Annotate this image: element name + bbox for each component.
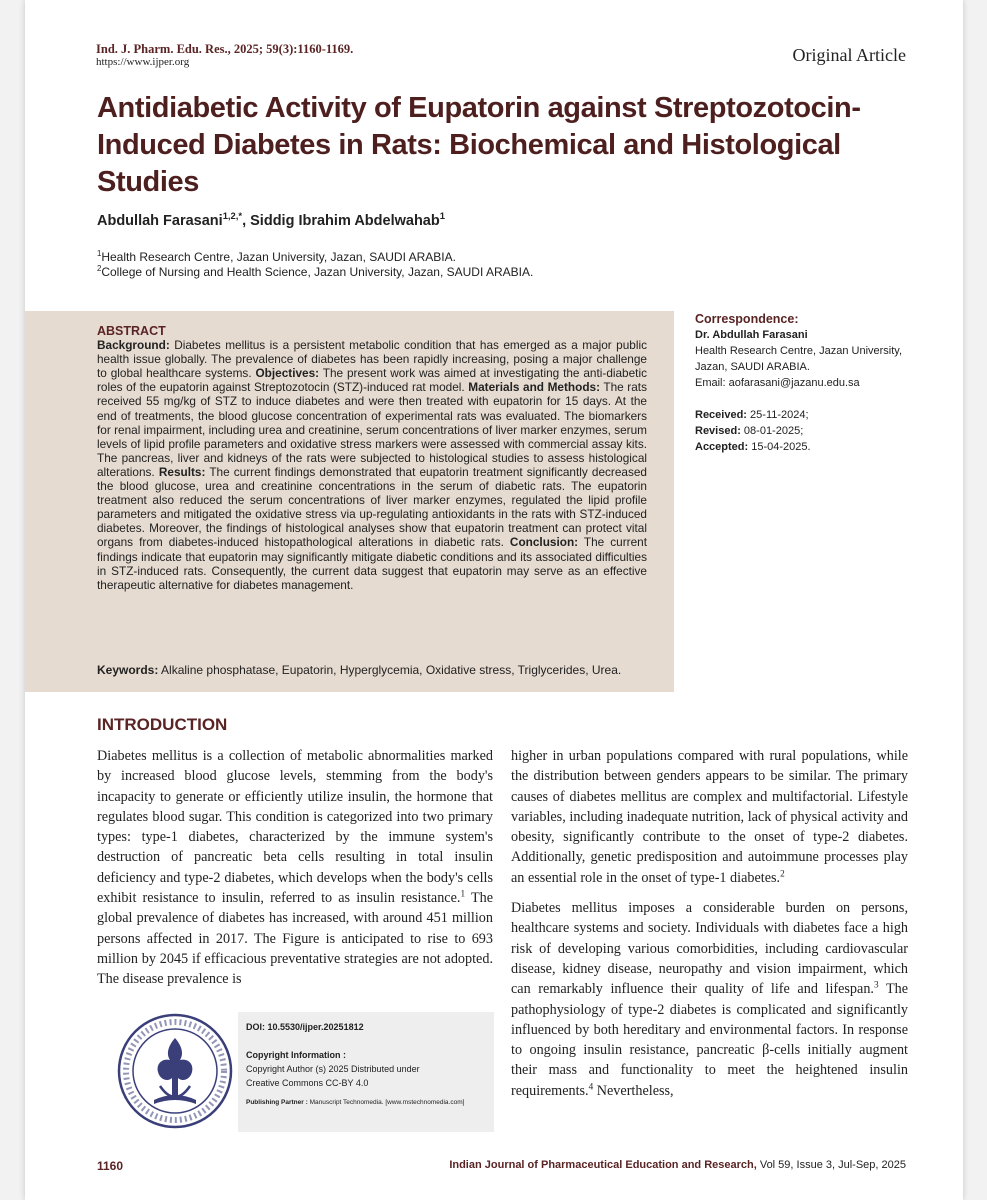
- accepted-date: [695, 439, 910, 455]
- correspondence-line2: Jazan, SAUDI ARABIA.: [695, 361, 810, 373]
- publishing-partner: [246, 1098, 486, 1108]
- ref-2[interactable]: 2: [780, 868, 785, 879]
- affiliation-1-text: Health Research Centre, Jazan University, Jazan, SAUDI ARABIA.: [101, 250, 456, 264]
- footer-issue: Vol 59, Issue 3, Jul-Sep, 2025: [756, 1159, 906, 1171]
- revised-value: 08-01-2025;: [743, 425, 804, 437]
- correspondence-email[interactable]: Email: aofarasani@jazanu.edu.sa: [695, 377, 860, 389]
- received-value: 25-11-2024;: [750, 409, 809, 421]
- ref-3[interactable]: 3: [873, 979, 879, 990]
- objectives-label: Objectives:: [255, 366, 320, 381]
- keywords-text: Alkaline phosphatase, Eupatorin, Hyperglycemia, Oxidative stress, Triglycerides, Urea.: [161, 663, 622, 677]
- background-label: Background:: [97, 338, 170, 353]
- received-label: Received:: [695, 409, 747, 421]
- introduction-heading: INTRODUCTION: [97, 715, 228, 734]
- doi[interactable]: DOI: 10.5530/ijper.20251812: [246, 1022, 364, 1032]
- conclusion-label: Conclusion:: [509, 535, 579, 550]
- revised-label: Revised:: [695, 425, 741, 437]
- affiliation-2-text: College of Nursing and Health Science, Jazan University, Jazan, SAUDI ARABIA.: [101, 265, 534, 279]
- intro-p3c-text: Nevertheless,: [596, 1082, 674, 1099]
- intro-paragraph-2: [511, 746, 908, 888]
- objectives-text: The present work was aimed at investigating the anti-diabetic roles of the eupatorin against Streptozotocin (STZ)-induced rat model.: [97, 366, 647, 395]
- page: [25, 0, 963, 1200]
- conclusion-text: The current findings indicate that eupatorin may significantly mitigate diabetic conditions and its associated difficulties in STZ-induced rats. Consequently, the current data suggest that eupatorin may serve as an effective therapeutic alternative for diabetes management.: [97, 535, 647, 592]
- methods-label: Materials and Methods:: [468, 380, 601, 395]
- author-separator: ,: [242, 213, 251, 229]
- correspondence-block: [695, 311, 910, 455]
- revised-date: [695, 423, 910, 439]
- affiliation-1: [97, 250, 456, 264]
- results-text: The current findings demonstrated that eupatorin treatment significantly decreased the blood glucose, urea and creatinine concentrations in the serum of diabetic rats. The eupatorin treatment also reduced the serum concentrations of liver marker enzymes, regulated the lipid profile parameters and mitigated the oxidative stress via up-regulating antioxidants in the rats with STZ-induced diabetes. Moreover, the findings of histological analyses show that eupatorin treatment can protect vital organs from diabetes-induced histopathological alterations in diabetic rats.: [97, 464, 647, 550]
- society-seal-logo: [116, 1012, 234, 1130]
- keywords: [97, 663, 657, 677]
- intro-paragraph-3: [511, 898, 908, 1101]
- copyright-line2: Creative Commons CC-BY 4.0: [246, 1078, 369, 1088]
- intro-p1b-text: The global prevalence of diabetes has increased, with around 451 million persons affected in 2017. The Figure is anticipated to rise to 693 million by 2045 if efficacious preventative strategies are not adopted. The disease prevalence is: [97, 890, 494, 988]
- copyright-line1: Copyright Author (s) 2025 Distributed under: [246, 1064, 420, 1074]
- intro-p3-text: Diabetes mellitus imposes a considerable burden on persons, healthcare systems and society. Individuals with diabetes face a high risk of developing various comorbidities, including cardiovascular disease, kidney disease, neuropathy and vision impairment, which can remarkably influence their quality of life and lifespan.: [511, 900, 908, 998]
- copyright-heading: Copyright Information :: [246, 1050, 346, 1060]
- author-1: Abdullah Farasani: [97, 213, 223, 229]
- partner-text: Manuscript Technomedia. [www.mstechnomedia.com]: [309, 1099, 465, 1106]
- footer-journal: [449, 1159, 906, 1171]
- page-number: 1160: [97, 1159, 124, 1173]
- intro-p1-text: Diabetes mellitus is a collection of metabolic abnormalities marked by increased blood glucose levels, stemming from the body's incapacity to generate or efficiently utilize insulin, the hormone that regulates blood sugar. This condition is categorized into two primary types: type-1 diabetes, characterized by the immune system's destruction of pancreatic beta cells resulting in total insulin deficiency and type-2 diabetes, which develops when the body's cells exhibit resistance to insulin, referred to as insulin resistance.: [97, 748, 493, 907]
- article-title: Antidiabetic Activity of Eupatorin against Streptozotocin-Induced Diabetes in Rats: Biochemical and Histological Studies: [97, 92, 861, 198]
- article-info-box: [238, 1012, 494, 1132]
- results-label: Results:: [158, 464, 206, 479]
- received-date: [695, 407, 910, 423]
- author-2: Siddig Ibrahim Abdelwahab: [250, 213, 440, 229]
- abstract-box: [25, 311, 674, 692]
- accepted-label: Accepted:: [695, 441, 749, 453]
- author-1-affil: 1,2,: [222, 210, 239, 222]
- journal-url[interactable]: https://www.ijper.org: [96, 56, 190, 68]
- accepted-value: 15-04-2025.: [751, 441, 811, 453]
- footer-journal-name: Indian Journal of Pharmaceutical Education and Research,: [449, 1159, 757, 1171]
- correspondence-heading: Correspondence:: [695, 312, 799, 326]
- intro-column-right: [511, 746, 908, 1111]
- article-type: Original Article: [792, 45, 906, 65]
- background-text: Diabetes mellitus is a persistent metabolic condition that has emerged as a major public health issue globally. The prevalence of diabetes has been rapidly increasing, posing a major challenge to global healthcare systems.: [97, 338, 647, 381]
- affiliation-2-sup: 2: [97, 264, 102, 273]
- methods-text: The rats received 55 mg/kg of STZ to induce diabetes and were then treated with eupatorin for 15 days. At the end of treatments, the blood glucose concentration of experimental rats was evaluated. The biomarkers for renal impairment, including urea and creatinine, serum concentrations of liver marker enzymes, serum levels of lipid profile parameters and oxidative stress markers were assessed with commercial assay kits. The pancreas, liver and kidneys of the rats were subjected to histological studies to assess histological alterations.: [97, 380, 647, 479]
- authors: [97, 210, 445, 229]
- intro-p2-text: higher in urban populations compared with rural populations, while the distribution between genders appears to be similar. The primary causes of diabetes mellitus are complex and multifactorial. Lifestyle variables, including inadequate nutrition, lack of physical activity and obesity, significantly contribute to the onset of type-2 diabetes. Additionally, genetic predisposition and autoimmune processes play an essential role in the onset of type-1 diabetes.: [511, 748, 908, 886]
- intro-paragraph-1: [97, 746, 493, 990]
- keywords-label: Keywords:: [97, 663, 159, 677]
- journal-reference: Ind. J. Pharm. Edu. Res., 2025; 59(3):1160-1169.: [96, 42, 354, 56]
- corresponding-star: *: [238, 210, 243, 222]
- ref-4[interactable]: 4: [588, 1081, 594, 1092]
- affiliation-1-sup: 1: [97, 249, 102, 258]
- abstract-heading: ABSTRACT: [97, 324, 166, 338]
- author-2-affil: 1: [439, 210, 445, 222]
- correspondence-name: Dr. Abdullah Farasani: [695, 329, 808, 341]
- ref-1[interactable]: 1: [460, 888, 466, 899]
- affiliation-2: [97, 265, 533, 279]
- correspondence-line1: Health Research Centre, Jazan University,: [695, 345, 903, 357]
- intro-column-left: [97, 746, 493, 1000]
- partner-label: Publishing Partner :: [246, 1099, 308, 1106]
- abstract-text: [97, 324, 647, 592]
- intro-p3b-text: The pathophysiology of type-2 diabetes is complicated and significantly influenced by both hereditary and environmental factors. In response to ongoing insulin resistance, pancreatic β-cells initially augment their mass and functionality to meet the heightened insulin requirements.: [511, 981, 909, 1099]
